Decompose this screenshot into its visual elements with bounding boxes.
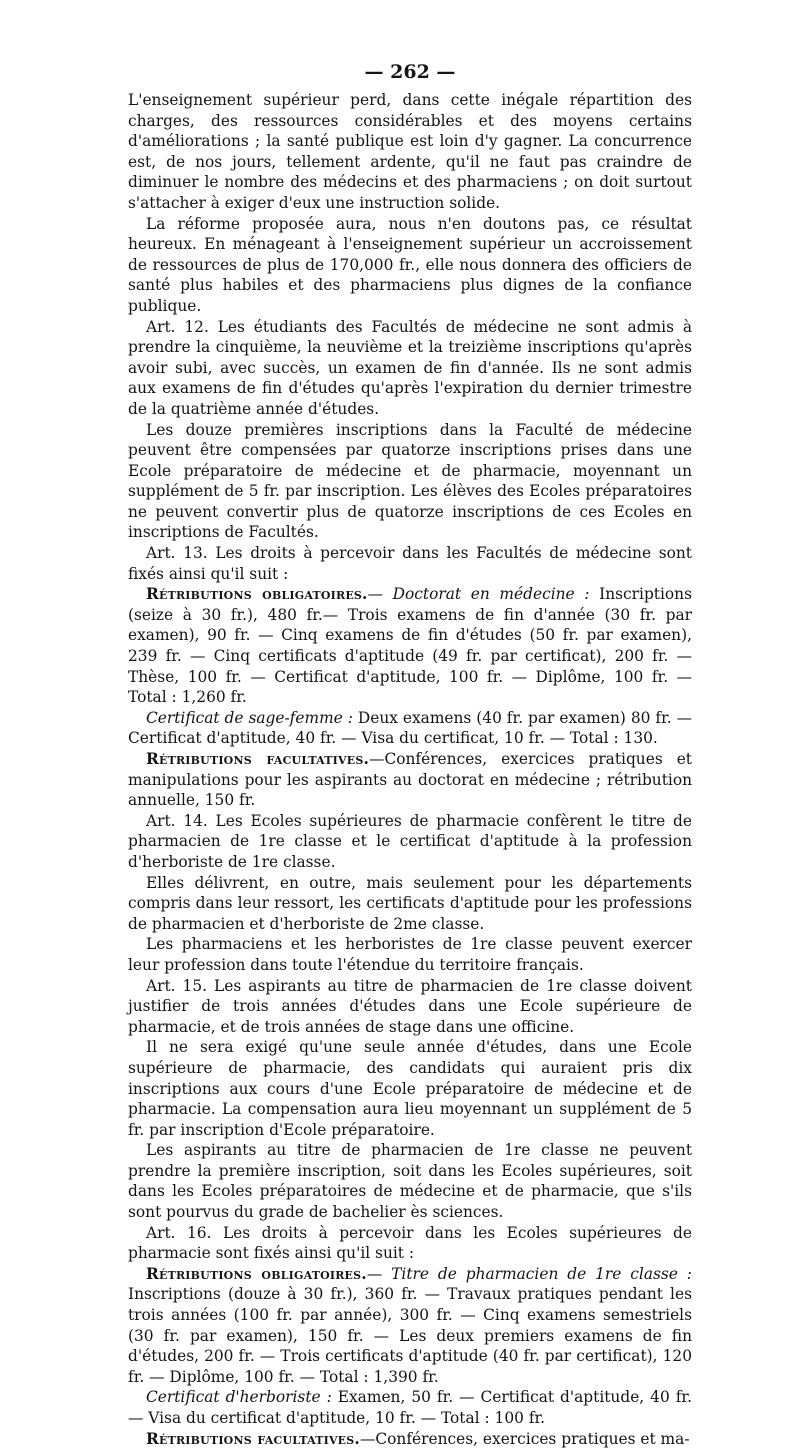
italic-heading: Certificat d'herboriste : xyxy=(146,1388,332,1407)
paragraph: Il ne sera exigé qu'une seule année d'études, dans une Ecole supérieure de pharmacie, des candidats qui auraient pris dix inscriptions aux cours d'une Ecole préparatoire de médecine et de pharmacie. La compensation aura lieu moyennant un supplément de 5 fr. par inscription d'Ecole préparatoire. xyxy=(128,1038,692,1139)
paragraph: Certificat de sage-femme : Deux examens (40 fr. par examen) 80 fr. — Certificat d'aptitude, 40 fr. — Visa du certificat, 10 fr. — Total : 130. xyxy=(128,708,692,748)
italic-heading: Titre de pharmacien de 1re classe : xyxy=(391,1264,692,1283)
paragraph: Art. 12. Les étudiants des Facultés de médecine ne sont admis à prendre la cinquième, la neuvième et la treizième inscriptions qu'après avoir subi, avec succès, un examen de fin d'année. Ils ne sont admis aux examens de fin d'études qu'après l'expiration du dernier trimestre de la quatrième année d'études. xyxy=(128,317,692,418)
section-lead: Rétributions obligatoires. xyxy=(146,585,368,604)
paragraph: L'enseignement supérieur perd, dans cette inégale répartition des charges, des ressources considérables et des moyens certains d'améliorations ; la santé publique est loin d'y gagner. La concurrence est, de nos jours, tellement ardente, qu'il ne faut pas craindre de diminuer le nombre des médecins et des pharmaciens ; on doit surtout s'attacher à exiger d'eux une instruction solide. xyxy=(128,91,692,212)
paragraph: Certificat d'herboriste : Examen, 50 fr. — Certificat d'aptitude, 40 fr. — Visa du certificat d'aptitude, 10 fr. — Total : 100 fr. xyxy=(128,1388,692,1427)
paragraph: Rétributions obligatoires.— Doctorat en médecine : Inscriptions (seize à 30 fr.), 480 fr.— Trois examens de fin d'année (30 fr. par examen), 90 fr. — Cinq examens de fin d'études (50 fr. par examen), 239 fr. — Cinq certificats d'aptitude (49 fr. par certificat), 200 fr. — Thèse, 100 fr. — Certificat d'aptitude, 100 fr. — Diplôme, 100 fr. — Total : 1,260 fr. xyxy=(128,585,692,707)
paragraph: Elles délivrent, en outre, mais seulement pour les départements compris dans leur ressort, les certificats d'aptitude pour les professions de pharmacien et d'herboriste de 2me classe. xyxy=(128,873,692,933)
paragraph: Art. 15. Les aspirants au titre de pharmacien de 1re classe doivent justifier de trois années d'études dans une Ecole supérieure de pharmacie, et de trois années de stage dans une officine. xyxy=(128,976,692,1036)
italic-heading: Certificat de sage-femme : xyxy=(146,708,353,727)
italic-heading: Doctorat en médecine : xyxy=(392,585,590,604)
page-number: — 262 — xyxy=(364,61,456,83)
paragraph: Art. 16. Les droits à percevoir dans les Ecoles supérieures de pharmacie sont fixés ainsi qu'il suit : xyxy=(128,1223,692,1263)
paragraph: Art. 14. Les Ecoles supérieures de pharmacie confèrent le titre de pharmacien de 1re classe et le certificat d'aptitude à la profession d'herboriste de 1re classe. xyxy=(128,811,692,871)
paragraph: Les aspirants au titre de pharmacien de 1re classe ne peuvent prendre la première inscription, soit dans les Ecoles supérieures, soit dans les Ecoles préparatoires de médecine et de pharmacie, que s'ils sont pourvus du grade de bachelier ès sciences. xyxy=(128,1141,692,1222)
section-lead: Rétributions facultatives. xyxy=(146,1429,360,1448)
section-lead: Rétributions obligatoires. xyxy=(146,1264,367,1283)
paragraph: Rétributions facultatives.—Conférences, exercices pratiques et ma- xyxy=(146,1429,690,1448)
paragraph: La réforme proposée aura, nous n'en doutons pas, ce résultat heureux. En ménageant à l'enseignement supérieur un accroissement de ressources de plus de 170,000 fr., elle nous donnera des officiers de santé plus habiles et des pharmaciens plus dignes de la confiance publique. xyxy=(128,214,692,315)
paragraph: Les pharmaciens et les herboristes de 1re classe peuvent exercer leur profession dans toute l'étendue du territoire français. xyxy=(128,935,692,974)
paragraph: Art. 13. Les droits à percevoir dans les Facultés de médecine sont fixés ainsi qu'il suit : xyxy=(128,544,692,583)
paragraph: Rétributions obligatoires.— Titre de pharmacien de 1re classe : Inscriptions (douze à 30 fr.), 360 fr. — Travaux pratiques pendant les trois années (100 fr. par année), 300 fr. — Cinq examens semestriels (30 fr. par examen), 150 fr. — Les deux premiers examens de fin d'études, 200 fr. — Trois certificats d'aptitude (40 fr. par certificat), 120 fr. — Diplôme, 100 fr. — Total : 1,390 fr. xyxy=(128,1264,692,1386)
paragraph: Rétributions facultatives.—Conférences, exercices pratiques et manipulations pour les aspirants au doctorat en médecine ; rétribution annuelle, 150 fr. xyxy=(128,750,692,810)
section-lead: Rétributions facultatives. xyxy=(146,750,370,768)
paragraph: Les douze premières inscriptions dans la Faculté de médecine peuvent être compensées par quatorze inscriptions prises dans une Ecole préparatoire de médecine et de pharmacie, moyennant un supplément de 5 fr. par inscription. Les élèves des Ecoles préparatoires ne peuvent convertir plus de quatorze inscriptions de ces Ecoles en inscriptions de Facultés. xyxy=(128,420,692,542)
